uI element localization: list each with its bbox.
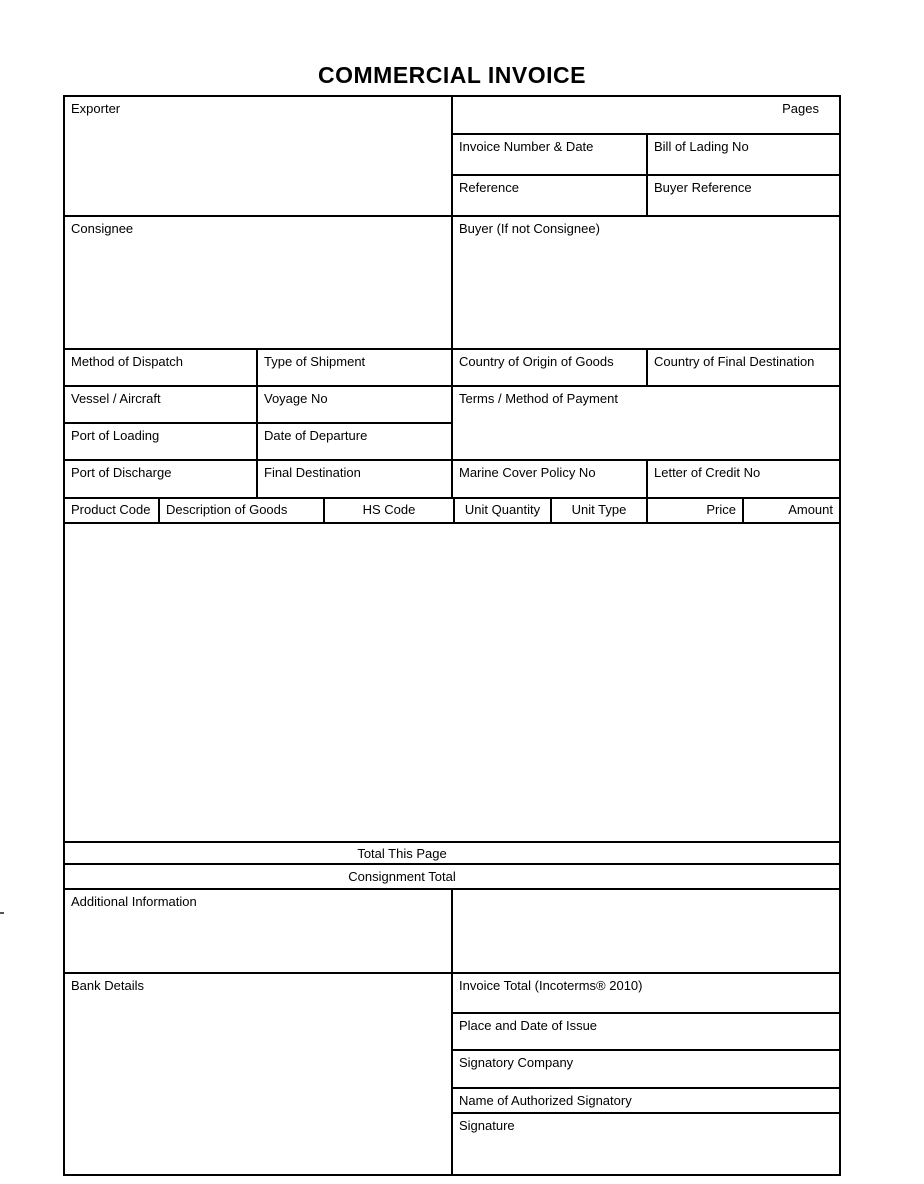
invoice-form	[63, 95, 841, 1176]
column-header-description: Description of Goods	[160, 499, 325, 522]
total-this-page-row	[65, 843, 839, 865]
column-header-product-code: Product Code	[65, 499, 160, 522]
place-date-of-issue-field	[453, 1014, 839, 1051]
column-header-amount: Amount	[788, 502, 833, 517]
buyer-field	[453, 217, 839, 348]
additional-information-right-field	[453, 890, 839, 972]
name-of-authorized-signatory-label: Name of Authorized Signatory	[459, 1093, 632, 1108]
reference-label: Reference	[459, 180, 519, 195]
port-of-loading-label: Port of Loading	[71, 428, 160, 443]
bank-details-field	[65, 974, 453, 1174]
invoice-number-row	[453, 135, 839, 176]
invoice-total-field	[453, 974, 839, 1014]
column-header-unit-type: Unit Type	[552, 499, 648, 522]
consignee-label: Consignee	[71, 221, 134, 236]
date-of-departure-field	[258, 424, 453, 461]
invoice-total-label: Invoice Total (Incoterms® 2010)	[459, 978, 643, 993]
voyage-no-field	[258, 387, 453, 424]
port-of-loading-field	[65, 424, 258, 461]
final-destination-field	[258, 461, 453, 497]
method-of-dispatch-label: Method of Dispatch	[71, 354, 184, 369]
final-destination-label: Final Destination	[264, 465, 361, 480]
pages-field	[453, 97, 839, 135]
marine-cover-policy-field	[453, 461, 648, 497]
consignment-total-label: Consignment Total	[348, 869, 456, 884]
column-header-unit-quantity: Unit Quantity	[455, 499, 552, 522]
voyage-no-label: Voyage No	[264, 391, 328, 406]
country-of-origin-field	[453, 350, 648, 387]
type-of-shipment-field	[258, 350, 453, 387]
total-this-page-label: Total This Page	[357, 845, 447, 861]
column-header-price: Price	[648, 499, 744, 522]
date-of-departure-label: Date of Departure	[264, 428, 368, 443]
signatory-company-field	[453, 1051, 839, 1089]
signature-label: Signature	[459, 1118, 515, 1133]
type-of-shipment-label: Type of Shipment	[264, 354, 366, 369]
reference-row	[453, 176, 839, 215]
additional-information-field	[65, 890, 453, 972]
method-of-dispatch-field	[65, 350, 258, 387]
letter-of-credit-field	[648, 461, 839, 497]
header-section	[65, 97, 839, 217]
terms-of-payment-field	[453, 387, 839, 461]
header-right-column	[453, 97, 839, 215]
consignee-field	[65, 217, 453, 348]
terms-of-payment-label: Terms / Method of Payment	[459, 391, 618, 406]
letter-of-credit-label: Letter of Credit No	[654, 465, 761, 480]
name-of-authorized-signatory-field	[453, 1089, 839, 1114]
port-of-discharge-field	[65, 461, 258, 497]
signature-right-column	[453, 974, 839, 1174]
items-table-body	[65, 524, 839, 843]
country-of-destination-label: Country of Final Destination	[654, 354, 815, 369]
port-of-discharge-label: Port of Discharge	[71, 465, 172, 480]
exporter-label: Exporter	[71, 101, 121, 116]
signatory-company-label: Signatory Company	[459, 1055, 574, 1070]
additional-information-label: Additional Information	[71, 894, 197, 909]
country-of-origin-label: Country of Origin of Goods	[459, 354, 614, 369]
page-title: COMMERCIAL INVOICE	[318, 62, 586, 88]
page-edge-artifact	[0, 912, 4, 914]
buyer-label: Buyer (If not Consignee)	[459, 221, 600, 236]
shipment-section	[65, 350, 839, 499]
consignment-total-row	[65, 865, 839, 890]
invoice-number-date-field	[453, 135, 648, 174]
invoice-number-date-label: Invoice Number & Date	[459, 139, 594, 154]
buyer-reference-label: Buyer Reference	[654, 180, 752, 195]
country-of-destination-field	[648, 350, 839, 387]
marine-cover-policy-label: Marine Cover Policy No	[459, 465, 596, 480]
bill-of-lading-field	[648, 135, 839, 174]
items-table-header	[65, 499, 839, 524]
pages-label: Pages	[782, 101, 819, 116]
bill-of-lading-label: Bill of Lading No	[654, 139, 749, 154]
reference-field	[453, 176, 648, 215]
additional-information-section	[65, 890, 839, 974]
signature-field	[453, 1114, 839, 1174]
buyer-reference-field	[648, 176, 839, 215]
column-header-hs-code: HS Code	[325, 499, 455, 522]
exporter-field	[65, 97, 453, 215]
vessel-aircraft-label: Vessel / Aircraft	[71, 391, 161, 406]
vessel-aircraft-field	[65, 387, 258, 424]
bank-details-label: Bank Details	[71, 978, 144, 993]
place-date-of-issue-label: Place and Date of Issue	[459, 1018, 598, 1033]
parties-section	[65, 217, 839, 350]
signature-section	[65, 974, 839, 1174]
